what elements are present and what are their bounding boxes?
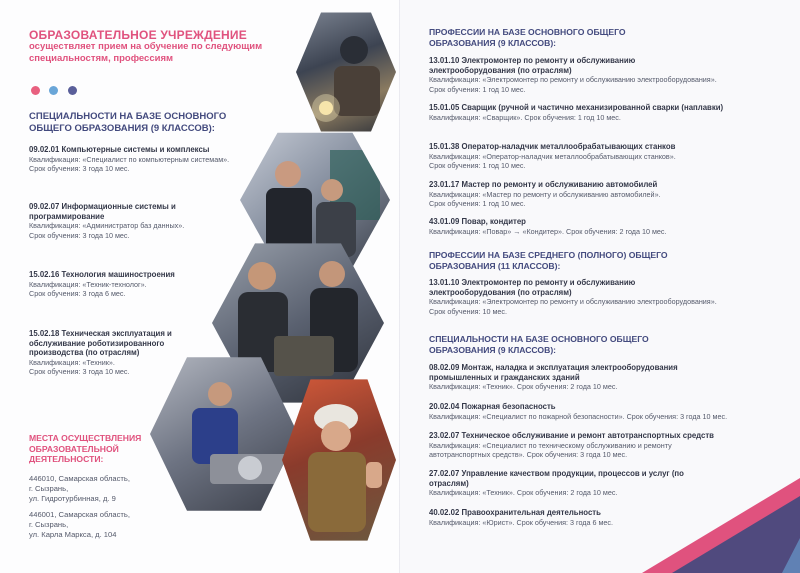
right-entry [429, 278, 749, 316]
left-section-heading: СПЕЦИАЛЬНОСТИ НА БАЗЕ ОСНОВНОГО ОБЩЕГО ОБРАЗОВАНИЯ (9 КЛАССОВ): [29, 111, 227, 134]
right-entry [429, 142, 749, 171]
left-entry [29, 202, 204, 240]
entry-qualification: Квалификация: «Техник». Срок обучения: 2 года 10 мес. [429, 488, 618, 497]
right-section-heading-2: ПРОФЕССИИ НА БАЗЕ СРЕДНЕГО (ПОЛНОГО) ОБЩЕГО ОБРАЗОВАНИЯ (11 КЛАССОВ): [429, 250, 668, 271]
entry-qualification: Квалификация: «Специалист по компьютерным системам». [29, 154, 230, 164]
entry-title: 15.02.16 Технология машиностроения [29, 270, 175, 279]
right-entry [429, 103, 749, 122]
entry-title: 15.02.18 Техническая эксплуатация и обслуживание роботизированного производства (по отраслям) [29, 329, 172, 357]
entry-title: 23.02.07 Техническое обслуживание и ремонт автотранспортных средств [429, 431, 714, 440]
right-entry [429, 402, 774, 421]
welder-figure [296, 10, 396, 134]
intro-title: ОБРАЗОВАТЕЛЬНОЕ УЧРЕЖДЕНИЕ [29, 28, 247, 42]
left-entry [29, 270, 219, 299]
right-entry [429, 217, 749, 236]
address-block [29, 474, 130, 504]
entry-term: Срок обучения: 3 года 10 мес. [29, 230, 130, 240]
entry-title: 27.02.07 Управление качеством продукции, процессов и услуг (по отраслям) [429, 469, 684, 488]
decor-triangles [632, 478, 800, 573]
address-line: ул. Карла Маркса, д. 104 [29, 530, 117, 539]
entry-qualification: Квалификация: «Повар» → «Кондитер». Срок обучения: 2 года 10 мес. [429, 226, 667, 236]
right-page [400, 0, 800, 573]
entry-term: Срок обучения: 3 года 10 мес. [29, 164, 130, 173]
dot-navy [68, 86, 77, 95]
dot-pink [31, 86, 40, 95]
entry-qualification: Квалификация: «Техник». Срок обучения: 2 года 10 мес. [429, 382, 618, 391]
entry-qualification: Квалификация: «Специалист по техническому обслуживанию и ремонту автотранспортных средств». Срок обучения: 3 года 10 мес. [429, 440, 672, 459]
right-entry [429, 56, 749, 94]
address-line: г. Сызрань, [29, 520, 69, 529]
entry-term: Срок обучения: 1 год 10 мес. [429, 84, 526, 94]
right-entry [429, 363, 749, 392]
entry-qualification: Квалификация: «Техник». [29, 357, 115, 367]
right-entry [429, 431, 749, 460]
address-line: г. Сызрань, [29, 484, 69, 493]
entry-term: Срок обучения: 1 год 10 мес. [429, 161, 526, 170]
entry-title: 23.01.17 Мастер по ремонту и обслуживанию автомобилей [429, 180, 658, 189]
right-section-heading-1: ПРОФЕССИИ НА БАЗЕ ОСНОВНОГО ОБЩЕГО ОБРАЗОВАНИЯ (9 КЛАССОВ): [429, 27, 626, 48]
entry-qualification: Квалификация: «Электромонтер по ремонту и обслуживанию электрооборудования». [429, 75, 717, 84]
left-entry [29, 145, 259, 174]
entry-qualification: Квалификация: «Техник-технолог». [29, 279, 147, 289]
entry-term: Срок обучения: 10 мес. [429, 306, 508, 316]
address-block [29, 510, 130, 540]
right-entry [429, 180, 749, 209]
entry-qualification: Квалификация: «Администратор баз данных». [29, 221, 185, 230]
dot-blue [49, 86, 58, 95]
right-section-heading-3: СПЕЦИАЛЬНОСТИ НА БАЗЕ ОСНОВНОГО ОБЩЕГО ОБРАЗОВАНИЯ (9 КЛАССОВ): [429, 334, 649, 355]
entry-title: 43.01.09 Повар, кондитер [429, 217, 526, 226]
entry-term: Срок обучения: 1 год 10 мес. [429, 199, 526, 208]
entry-title: 40.02.02 Правоохранительная деятельность [429, 508, 601, 517]
places-heading: МЕСТА ОСУЩЕСТВЛЕНИЯ ОБРАЗОВАТЕЛЬНОЙ ДЕЯТЕЛЬНОСТИ: [29, 433, 142, 464]
entry-title: 09.02.01 Компьютерные системы и комплексы [29, 145, 210, 154]
entry-qualification: Квалификация: «Специалист по пожарной безопасности». Срок обучения: 3 года 10 мес. [429, 411, 728, 421]
entry-qualification: Квалификация: «Сварщик». Срок обучения: 1 год 10 мес. [429, 112, 621, 122]
address-line: 446010, Самарская область, [29, 474, 130, 483]
entry-title: 08.02.09 Монтаж, наладка и эксплуатация электрооборудования промышленных и гражданских зданий [429, 363, 678, 382]
entry-term: Срок обучения: 3 года 10 мес. [29, 367, 130, 376]
intro-text: осуществляет прием на обучение по следующим специальностям, профессиям [29, 41, 263, 64]
entry-title: 15.01.38 Оператор-наладчик металлообрабатывающих станков [429, 142, 676, 151]
entry-title: 09.02.07 Информационные системы и программирование [29, 202, 176, 221]
entry-title: 13.01.10 Электромонтер по ремонту и обслуживанию электрооборудования (по отраслям) [429, 56, 636, 75]
decor-dots [31, 82, 82, 100]
entry-qualification: Квалификация: «Мастер по ремонту и обслуживанию автомобилей». [429, 189, 661, 199]
entry-qualification: Квалификация: «Оператор-наладчик металлообрабатывающих станков». [429, 151, 676, 161]
entry-term: Срок обучения: 3 года 6 мес. [29, 289, 126, 298]
entry-qualification: Квалификация: «Юрист». Срок обучения: 3 года 6 мес. [429, 517, 614, 527]
entry-title: 13.01.10 Электромонтер по ремонту и обслуживанию электрооборудования (по отраслям) [429, 278, 636, 297]
left-entry [29, 329, 194, 377]
address-line: ул. Гидротурбинная, д. 9 [29, 494, 116, 503]
entry-qualification: Квалификация: «Электромонтер по ремонту и обслуживанию электрооборудования». [429, 297, 717, 306]
entry-title: 20.02.04 Пожарная безопасность [429, 402, 556, 411]
address-line: 446001, Самарская область, [29, 510, 130, 519]
photo-welder [296, 10, 396, 134]
entry-title: 15.01.05 Сварщик (ручной и частично механизированной сварки (наплавки) [429, 103, 724, 112]
